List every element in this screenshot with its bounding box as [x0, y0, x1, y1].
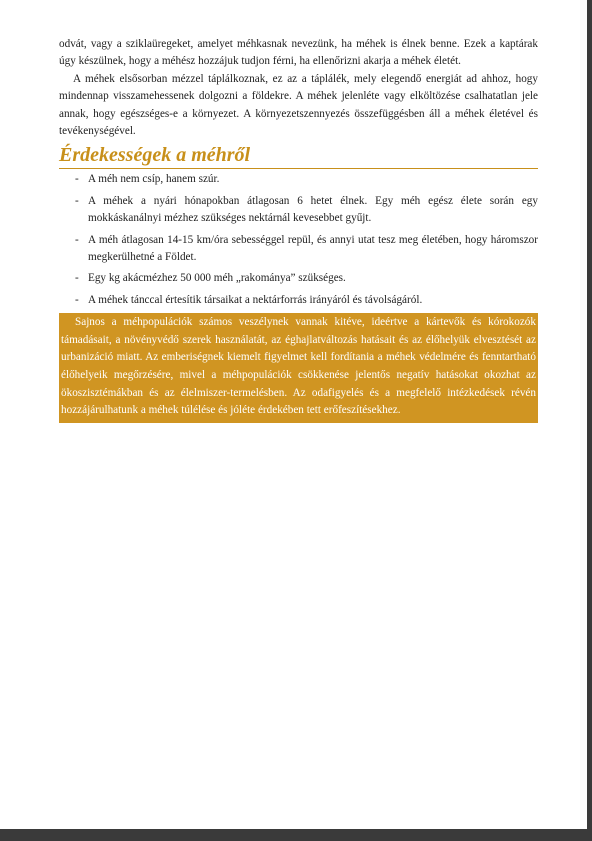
list-item-text: A méh átlagosan 14-15 km/óra sebességgel repül, és annyi utat tesz meg életében, hogy háromszor megkerülhetné a Földet.	[88, 233, 538, 264]
callout-box	[59, 313, 538, 423]
viewer-bottom-bar	[0, 829, 592, 841]
body-paragraph: A méhek elsősorban mézzel táplálkoznak, ez az a táplálék, mely elegendő energiát ad ahhoz, hogy mindennap visszamehessenek dolgozni a földekre. A méhek jelenléte vagy elköltözése csalhatatlan jele annak, hogy egészséges-e a környezet. A környezetszennyezés összefüggésben áll a méhek életével és tevékenységével.	[59, 72, 538, 138]
callout-text: Sajnos a méhpopulációk számos veszélynek vannak kitéve, ideértve a kártevők és kórokozók támadásait, a növényvédő szerek használatát, az éghajlatváltozás hatásait és az élőhelyük elvesztését az urbanizáció miatt. Az emberiségnek kiemelt figyelmet kell fordítania a méhek védelmére és fenntartható élőhelyeik megőrzésére, mivel a méhpopulációk csökkenése jelentős negatív hatásokat okozhat az ökoszisztémákban és az élelmiszer-termelésben. Az odafigyelés és a megfelelő intézkedések révén hozzájárulhatunk a méhek túlélése és jóléte érdekében tett erőfeszítésekhez.	[61, 316, 536, 417]
list-item	[59, 292, 538, 309]
body-paragraph: odvát, vagy a sziklaüregeket, amelyet méhkasnak nevezünk, ha méhek is élnek benne. Ezek a kaptárak úgy készülnek, hogy a méhész hozzájuk tudjon férni, ha ellenőrizni akarja a méhek életét.	[59, 38, 538, 68]
section-heading: Érdekességek a méhről	[59, 143, 538, 169]
list-dash: -	[75, 233, 79, 246]
viewer-margin-right	[587, 0, 592, 829]
list-item	[59, 232, 538, 267]
page-content	[59, 36, 538, 423]
list-item-text: A méhek tánccal értesítik társaikat a nektárforrás irányáról és távolságáról.	[88, 293, 423, 306]
list-item-text: A méh nem csíp, hanem szúr.	[88, 173, 220, 186]
list-dash: -	[75, 272, 79, 285]
list-item-text: Egy kg akácmézhez 50 000 méh „rakománya” szükséges.	[88, 272, 346, 285]
list-dash: -	[75, 194, 79, 207]
list-dash: -	[75, 293, 79, 306]
facts-list	[59, 171, 538, 309]
list-item	[59, 270, 538, 287]
list-item	[59, 171, 538, 188]
list-item	[59, 193, 538, 228]
list-item-text: A méhek a nyári hónapokban átlagosan 6 hetet élnek. Egy méh egész élete során egy mokkáskanálnyi mézhez szükséges nektárnál kevesebbet gyűjt.	[88, 194, 538, 225]
list-dash: -	[75, 173, 79, 186]
